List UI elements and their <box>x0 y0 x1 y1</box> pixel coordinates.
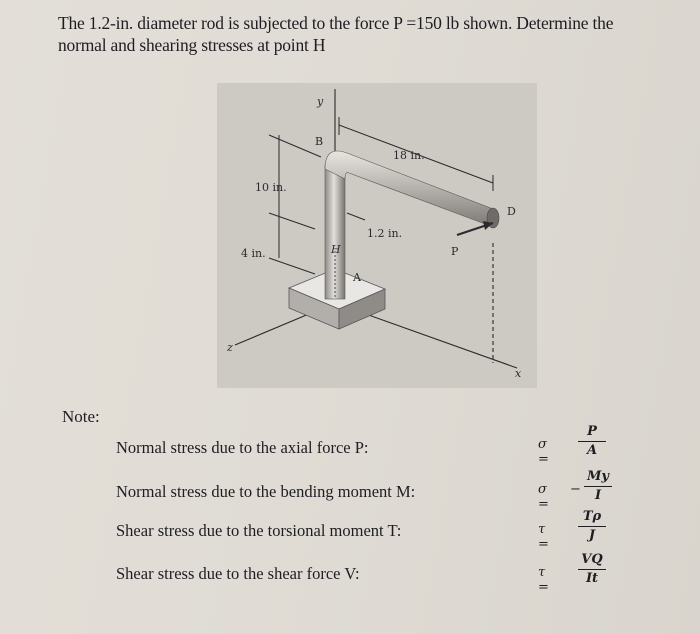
formula-shear-numerator: VQ <box>581 552 603 567</box>
formula-bending-lhs: σ = <box>538 482 549 512</box>
formula-torsion-numerator: Tρ <box>582 509 602 524</box>
problem-line-2: normal and shearing stresses at point H <box>58 35 326 55</box>
label-x: x <box>515 367 522 380</box>
horizontal-rod <box>325 151 493 227</box>
formula-bending-numerator: My <box>587 469 609 484</box>
formula-bending-denominator: I <box>594 488 602 503</box>
dimension-lines <box>269 117 493 274</box>
problem-line-1: The 1.2-in. diameter rod is subjected to the force P =150 lb shown. Determine the <box>58 13 614 33</box>
formula-shear-denominator: It <box>585 571 599 586</box>
label-y: y <box>317 95 324 108</box>
note-axial-text: Normal stress due to the axial force P: <box>116 438 369 457</box>
vertical-rod <box>325 165 345 299</box>
formula-torsion-denominator: J <box>588 528 596 543</box>
formula-torsion-lhs: τ = <box>538 522 549 552</box>
rod-figure <box>217 83 537 388</box>
label-b: B <box>315 135 324 148</box>
label-4-in: 4 in. <box>241 247 266 260</box>
label-a: A <box>353 271 361 284</box>
label-d: D <box>507 205 516 218</box>
formula-axial-denominator: A <box>586 443 598 458</box>
note-bending-text: Normal stress due to the bending moment M: <box>116 482 416 501</box>
label-p: P <box>451 245 459 258</box>
note-torsion-text: Shear stress due to the torsional moment T: <box>116 521 402 540</box>
rod-diagram <box>217 83 537 388</box>
label-10-in: 10 in. <box>255 181 287 194</box>
formula-bending-minus: − <box>570 482 581 497</box>
formula-axial-numerator: P <box>587 424 597 439</box>
note-shear-text: Shear stress due to the shear force V: <box>116 564 360 583</box>
force-p-arrow <box>457 221 493 235</box>
label-z: z <box>227 341 233 354</box>
label-1-2-in: 1.2 in. <box>367 227 403 240</box>
label-h: H <box>331 243 341 256</box>
formula-axial-lhs: σ = <box>538 437 549 467</box>
formula-shear-lhs: τ = <box>538 565 549 595</box>
note-label: Note: <box>62 407 100 426</box>
problem-statement <box>58 12 668 56</box>
label-18-in: 18 in. <box>393 149 425 162</box>
